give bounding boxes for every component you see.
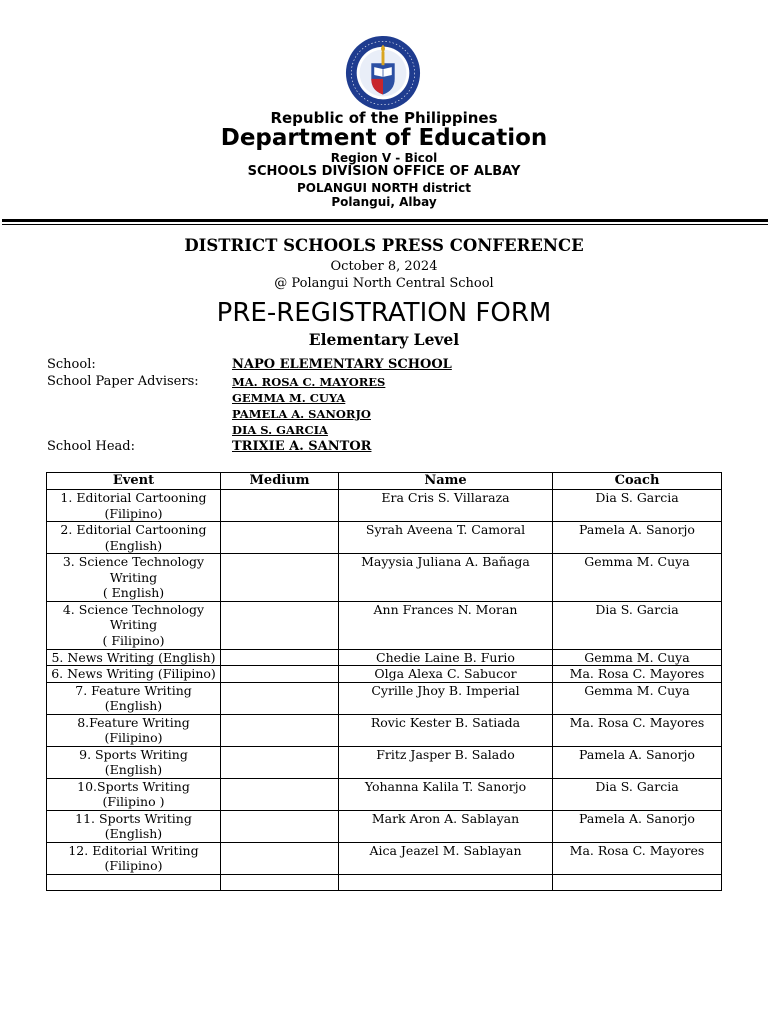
conference-venue: @ Polangui North Central School	[274, 276, 494, 291]
name-cell: Mark Aron A. Sablayan	[339, 810, 553, 842]
event-cell	[47, 874, 221, 890]
name-cell: Ann Frances N. Moran	[339, 601, 553, 649]
name-cell: Aica Jeazel M. Sablayan	[339, 842, 553, 874]
column-header-name: Name	[339, 473, 553, 490]
event-cell: 8.Feature Writing (Filipino)	[47, 714, 221, 746]
medium-cell	[221, 554, 339, 602]
table-row	[47, 682, 722, 714]
school-head-label: School Head:	[47, 439, 135, 454]
adviser-name: PAMELA A. SANORJO	[232, 407, 371, 421]
medium-cell	[221, 490, 339, 522]
coach-cell: Pamela A. Sanorjo	[553, 746, 722, 778]
header-divider-thin	[2, 224, 768, 225]
table-row	[47, 746, 722, 778]
deped-seal-icon	[344, 34, 422, 112]
table-row	[47, 490, 722, 522]
column-header-event: Event	[47, 473, 221, 490]
event-cell: 3. Science Technology Writing ( English)	[47, 554, 221, 602]
medium-cell	[221, 522, 339, 554]
event-cell: 2. Editorial Cartooning (English)	[47, 522, 221, 554]
coach-cell: Dia S. Garcia	[553, 601, 722, 649]
table-row	[47, 714, 722, 746]
medium-cell	[221, 666, 339, 683]
medium-cell	[221, 842, 339, 874]
school-head-value: TRIXIE A. SANTOR	[232, 439, 372, 454]
column-header-medium: Medium	[221, 473, 339, 490]
event-cell: 7. Feature Writing (English)	[47, 682, 221, 714]
table-row	[47, 649, 722, 666]
event-cell: 9. Sports Writing (English)	[47, 746, 221, 778]
event-cell: 4. Science Technology Writing ( Filipino)	[47, 601, 221, 649]
advisers-label: School Paper Advisers:	[47, 374, 199, 389]
adviser-name: DIA S. GARCIA	[232, 423, 328, 437]
event-cell: 5. News Writing (English)	[47, 649, 221, 666]
medium-cell	[221, 601, 339, 649]
adviser-name: MA. ROSA C. MAYORES	[232, 375, 386, 389]
event-cell: 1. Editorial Cartooning (Filipino)	[47, 490, 221, 522]
registration-table	[46, 472, 722, 891]
coach-cell: Pamela A. Sanorjo	[553, 522, 722, 554]
coach-cell: Gemma M. Cuya	[553, 649, 722, 666]
event-cell: 12. Editorial Writing (Filipino)	[47, 842, 221, 874]
school-value: NAPO ELEMENTARY SCHOOL	[232, 357, 452, 372]
medium-cell	[221, 778, 339, 810]
name-cell: Cyrille Jhoy B. Imperial	[339, 682, 553, 714]
name-cell: Mayysia Juliana A. Bañaga	[339, 554, 553, 602]
conference-date: October 8, 2024	[330, 259, 438, 274]
division-line: SCHOOLS DIVISION OFFICE OF ALBAY	[247, 164, 521, 179]
medium-cell	[221, 714, 339, 746]
event-cell: 6. News Writing (Filipino)	[47, 666, 221, 683]
coach-cell: Ma. Rosa C. Mayores	[553, 842, 722, 874]
table-row	[47, 810, 722, 842]
table-row	[47, 778, 722, 810]
name-cell: Fritz Jasper B. Salado	[339, 746, 553, 778]
form-title: PRE-REGISTRATION FORM	[216, 298, 552, 328]
name-cell: Syrah Aveena T. Camoral	[339, 522, 553, 554]
table-row	[47, 666, 722, 683]
header-divider-thick	[2, 219, 768, 222]
seal-graphic	[344, 34, 422, 112]
republic-line: Republic of the Philippines	[270, 109, 498, 127]
table-row	[47, 554, 722, 602]
event-cell: 10.Sports Writing (Filipino )	[47, 778, 221, 810]
coach-cell: Gemma M. Cuya	[553, 682, 722, 714]
adviser-name: GEMMA M. CUYA	[232, 391, 346, 405]
column-header-coach: Coach	[553, 473, 722, 490]
coach-cell: Ma. Rosa C. Mayores	[553, 666, 722, 683]
event-cell: 11. Sports Writing (English)	[47, 810, 221, 842]
coach-cell	[553, 874, 722, 890]
conference-title: DISTRICT SCHOOLS PRESS CONFERENCE	[184, 236, 584, 255]
name-cell: Chedie Laine B. Furio	[339, 649, 553, 666]
name-cell: Yohanna Kalila T. Sanorjo	[339, 778, 553, 810]
name-cell	[339, 874, 553, 890]
name-cell: Rovic Kester B. Satiada	[339, 714, 553, 746]
coach-cell: Dia S. Garcia	[553, 490, 722, 522]
name-cell: Olga Alexa C. Sabucor	[339, 666, 553, 683]
town-line: Polangui, Albay	[331, 195, 437, 209]
table-row	[47, 522, 722, 554]
medium-cell	[221, 649, 339, 666]
medium-cell	[221, 874, 339, 890]
name-cell: Era Cris S. Villaraza	[339, 490, 553, 522]
medium-cell	[221, 746, 339, 778]
medium-cell	[221, 810, 339, 842]
table-header-row	[47, 473, 722, 490]
department-title: Department of Education	[220, 125, 548, 151]
district-line: POLANGUI NORTH district	[296, 181, 472, 195]
table-row-empty	[47, 874, 722, 890]
region-line: Region V - Bicol	[330, 151, 438, 165]
coach-cell: Dia S. Garcia	[553, 778, 722, 810]
table-row	[47, 842, 722, 874]
table-row	[47, 601, 722, 649]
coach-cell: Gemma M. Cuya	[553, 554, 722, 602]
coach-cell: Pamela A. Sanorjo	[553, 810, 722, 842]
medium-cell	[221, 682, 339, 714]
school-label: School:	[47, 357, 96, 372]
coach-cell: Ma. Rosa C. Mayores	[553, 714, 722, 746]
form-level: Elementary Level	[308, 330, 460, 349]
